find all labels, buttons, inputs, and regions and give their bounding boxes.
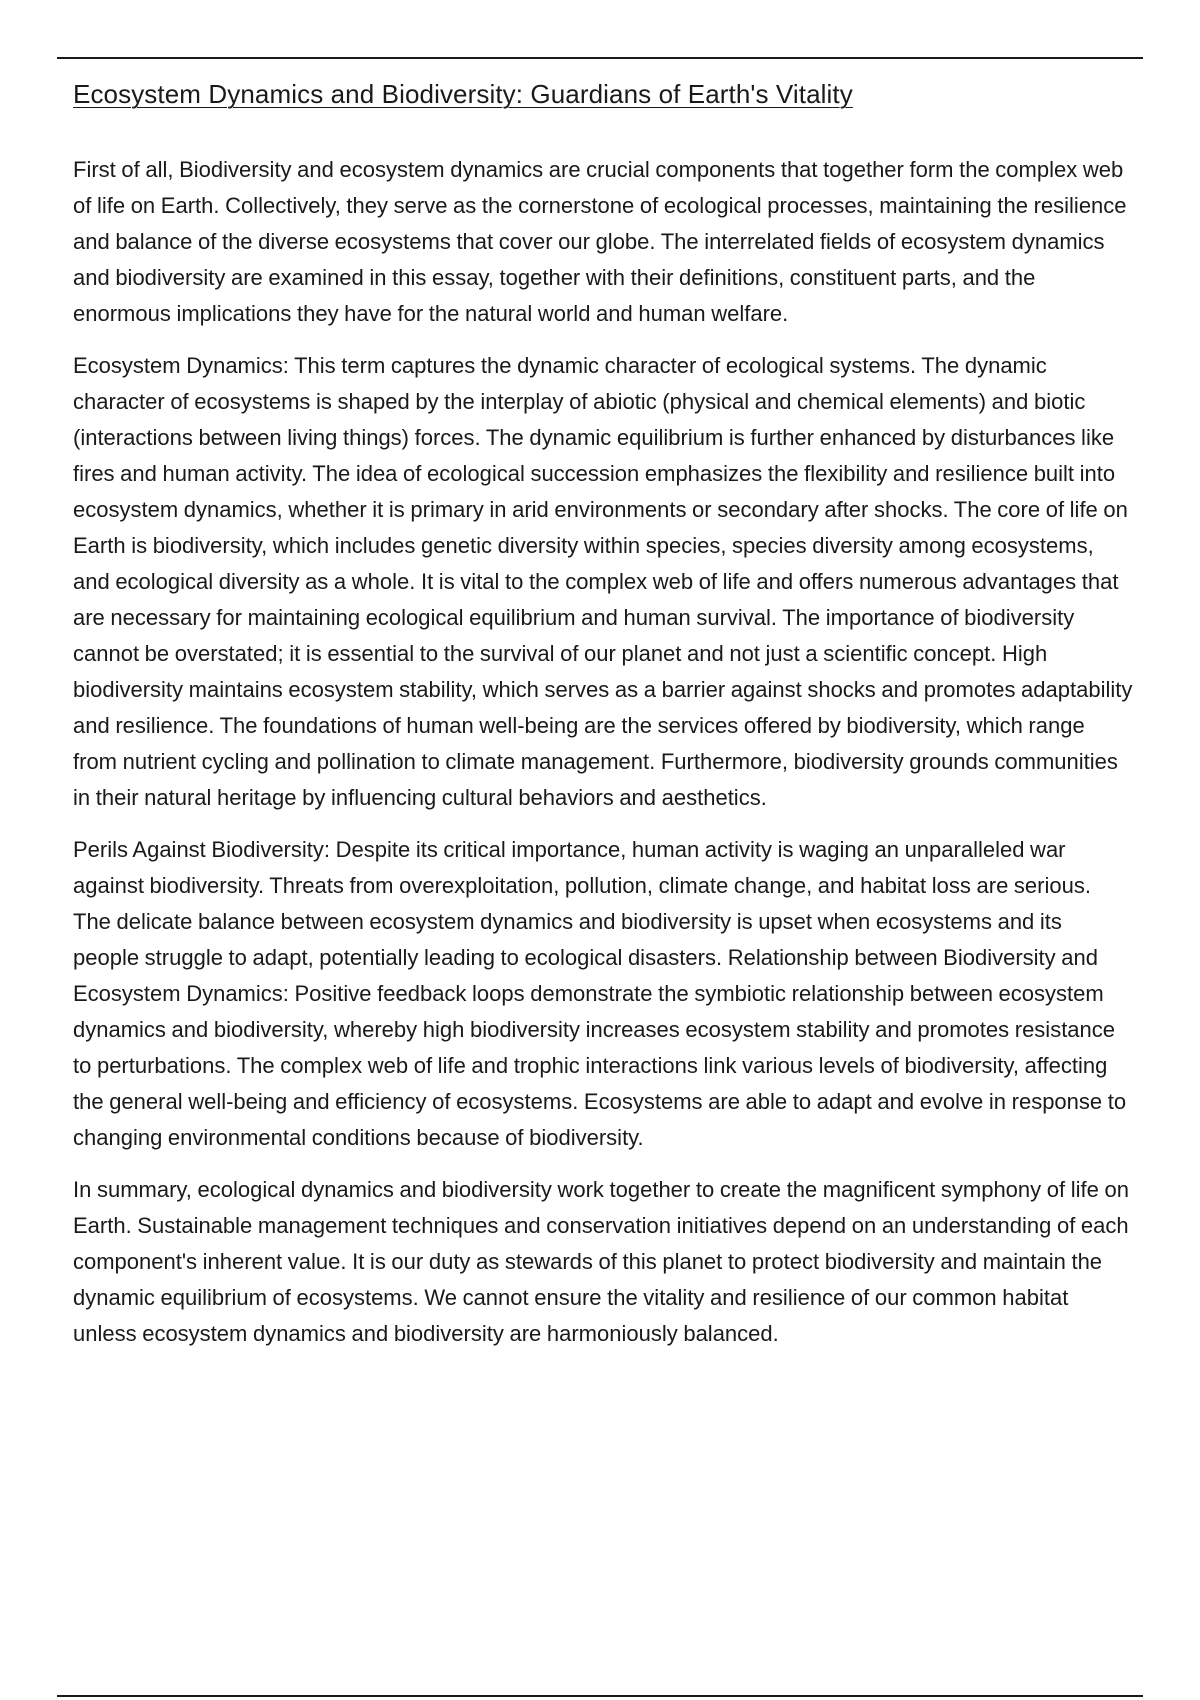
paragraph-introduction: First of all, Biodiversity and ecosystem dynamics are crucial components that together form the complex web of life on Earth. Collectively, they serve as the cornerstone of ecological processes, maintaining the resilience and balance of the diverse ecosystems that cover our globe. The interrelated fields of ecosystem dynamics and biodiversity are examined in this essay, together with their definitions, constituent parts, and the enormous implications they have for the natural world and human welfare. [73, 157, 1127, 326]
paragraph-perils: Perils Against Biodiversity: Despite its critical importance, human activity is waging an unparalleled war against biodiversity. Threats from overexploitation, pollution, climate change, and habitat loss are serious. The delicate balance between ecosystem dynamics and biodiversity is upset when ecosystems and its people struggle to adapt, potentially leading to ecological disasters. Relationship between Biodiversity and Ecosystem Dynamics: Positive feedback loops demonstrate the symbiotic relationship between ecosystem dynamics and biodiversity, whereby high biodiversity increases ecosystem stability and promotes resistance to perturbations. The complex web of life and trophic interactions link various levels of biodiversity, affecting the general well-being and efficiency of ecosystems. Ecosystems are able to adapt and evolve in response to changing environmental conditions because of biodiversity. [73, 837, 1127, 1150]
paragraph-summary: In summary, ecological dynamics and biodiversity work together to create the magnificent symphony of life on Earth. Sustainable management techniques and conservation initiatives depend on an understanding of each component's inherent value. It is our duty as stewards of this planet to protect biodiversity and maintain the dynamic equilibrium of ecosystems. We cannot ensure the vitality and resilience of our common habitat unless ecosystem dynamics and biodiversity are harmoniously balanced. [73, 1177, 1129, 1346]
footer-divider [57, 1695, 1143, 1697]
paragraph-ecosystem-dynamics: Ecosystem Dynamics: This term captures the dynamic character of ecological systems. The dynamic character of ecosystems is shaped by the interplay of abiotic (physical and chemical elements) and biotic (interactions between living things) forces. The dynamic equilibrium is further enhanced by disturbances like fires and human activity. The idea of ecological succession emphasizes the flexibility and resilience built into ecosystem dynamics, whether it is primary in arid environments or secondary after shocks. The core of life on Earth is biodiversity, which includes genetic diversity within species, species diversity among ecosystems, and ecological diversity as a whole. It is vital to the complex web of life and offers numerous advantages that are necessary for maintaining ecological equilibrium and human survival. The importance of biodiversity cannot be overstated; it is essential to the survival of our planet and not just a scientific concept. High biodiversity maintains ecosystem stability, which serves as a barrier against shocks and promotes adaptability and resilience. The foundations of human well-being are the services offered by biodiversity, which range from nutrient cycling and pollination to climate management. Furthermore, biodiversity grounds communities in their natural heritage by influencing cultural behaviors and aesthetics. [73, 353, 1133, 810]
document-body [73, 76, 1133, 1352]
document-title: Ecosystem Dynamics and Biodiversity: Guardians of Earth's Vitality [73, 79, 853, 109]
header-divider [57, 57, 1143, 59]
